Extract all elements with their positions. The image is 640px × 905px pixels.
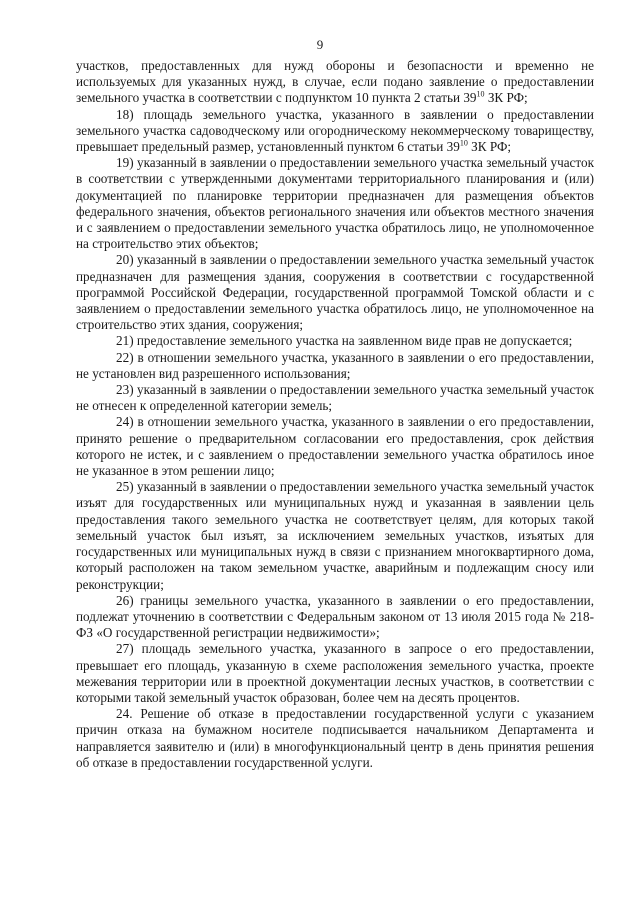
paragraph-text-tail: ЗК РФ; [467,139,512,155]
paragraph-item-22: 22) в отношении земельного участка, указанного в заявлении о его предоставлении, не установлен вид разрешенного использования; [76,349,594,381]
paragraph-continuation [76,58,594,107]
paragraph-item-18 [76,107,594,156]
paragraph-item-20: 20) указанный в заявлении о предоставлении земельного участка земельный участок предназначен для размещения здания, сооружения в соответствии с государственной программой Российской Федерации, государственной программой Томской области и с заявлением о предоставлении земельного участка обратилось лицо, не уполномоченное на строительство этих здания, сооружения; [76,252,594,333]
page-number: 9 [316,37,324,52]
paragraph-section-24: 24. Решение об отказе в предоставлении государственной услуги с указанием причин отказа на бумажном носителе подписывается начальником Департамента и направляется заявителю и (или) в многофункциональный центр в день принятия решения об отказе в предоставлении государственной услуги. [76,706,594,770]
paragraph-item-25: 25) указанный в заявлении о предоставлении земельного участка земельный участок изъят для государственных или муниципальных нужд и указанная в заявлении цель предоставления такого земельного участка не соответствует целям, для которых такой земельный участок был изъят, за исключением земельных участков, изъятых для государственных или муниципальных нужд в связи с признанием многоквартирного дома, который расположен на таком земельном участке, аварийным и подлежащим сносу или реконструкции; [76,479,594,592]
paragraph-text: 18) площадь земельного участка, указанного в заявлении о предоставлении земельного участка садоводческому или огородническому некоммерческому товариществу, превышает предельный размер, установленный пунктом 6 статьи 39 [76,106,594,155]
superscript: 10 [476,90,485,100]
superscript: 10 [459,138,468,148]
paragraph-text-tail: ЗК РФ; [484,90,528,106]
paragraph-item-27: 27) площадь земельного участка, указанного в запросе о его предоставлении, превышает его площадь, указанную в схеме расположения земельного участка, проекте межевания территории или в проектной документации лесных участков, в соответствии с которыми такой земельный участок образован, более чем на десять процентов. [76,641,594,705]
paragraph-item-21: 21) предоставление земельного участка на заявленном виде прав не допускается; [116,333,573,349]
paragraph-item-23: 23) указанный в заявлении о предоставлении земельного участка земельный участок не отнесен к определенной категории земель; [76,382,594,414]
paragraph-text: участков, предоставленных для нужд обороны и безопасности и временно не используемых для указанных нужд, в случае, если подано заявление о предоставлении земельного участка в соответствии с подпунктом 10 пункта 2 статьи 39 [76,58,594,106]
paragraph-item-26: 26) границы земельного участка, указанного в заявлении о его предоставлении, подлежат уточнению в соответствии с Федеральным законом от 13 июля 2015 года № 218-ФЗ «О государственной регистрации недвижимости»; [76,592,594,641]
document-body [76,58,594,771]
paragraph-item-19: 19) указанный в заявлении о предоставлении земельного участка земельный участок в соответствии с утвержденными документами территориального планирования и (или) документацией по планировке территории предназначен для размещения объектов федерального значения, объектов регионального значения или объектов местного значения и с заявлением о предоставлении земельного участка обратилось лицо, не уполномоченное на строительство этих объектов; [76,155,594,252]
paragraph-item-24: 24) в отношении земельного участка, указанного в заявлении о его предоставлении, принято решение о предварительном согласовании его предоставления, срок действия которого не истек, и с заявлением о предоставлении земельного участка обратилось иное не указанное в этом решении лицо; [76,414,594,479]
